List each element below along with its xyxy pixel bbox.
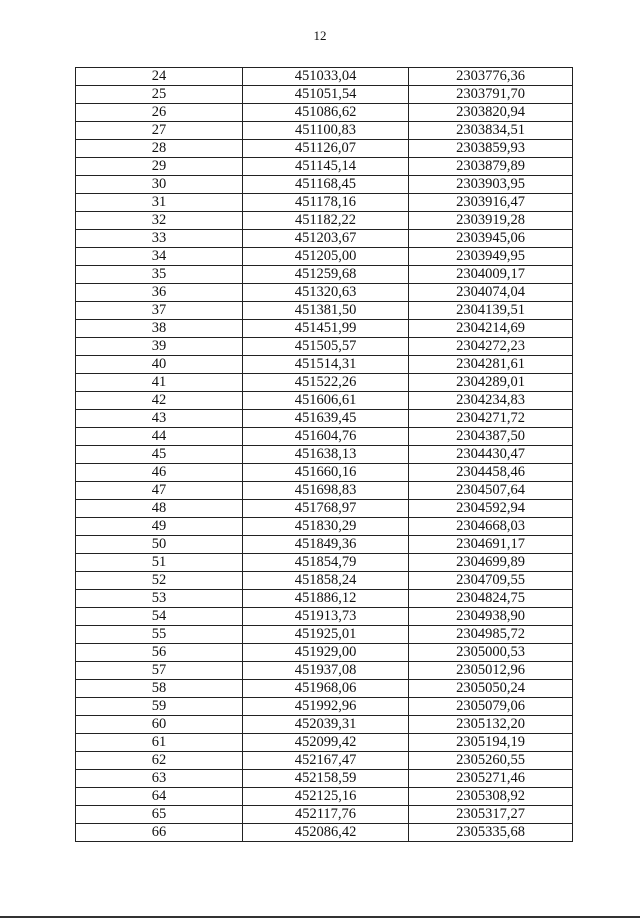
point-number-cell: 49 <box>76 518 243 536</box>
y-coordinate-cell: 2305271,46 <box>409 770 573 788</box>
x-coordinate-cell: 451913,73 <box>243 608 409 626</box>
table-row <box>76 518 573 536</box>
y-coordinate-cell: 2304272,23 <box>409 338 573 356</box>
table-row <box>76 752 573 770</box>
point-number-cell: 45 <box>76 446 243 464</box>
table-row <box>76 554 573 572</box>
x-coordinate-cell: 451858,24 <box>243 572 409 590</box>
table-row <box>76 428 573 446</box>
x-coordinate-cell: 451522,26 <box>243 374 409 392</box>
y-coordinate-cell: 2303791,70 <box>409 86 573 104</box>
x-coordinate-cell: 451639,45 <box>243 410 409 428</box>
x-coordinate-cell: 451854,79 <box>243 554 409 572</box>
y-coordinate-cell: 2305000,53 <box>409 644 573 662</box>
y-coordinate-cell: 2305194,19 <box>409 734 573 752</box>
y-coordinate-cell: 2303919,28 <box>409 212 573 230</box>
y-coordinate-cell: 2305079,06 <box>409 698 573 716</box>
point-number-cell: 47 <box>76 482 243 500</box>
table-row <box>76 644 573 662</box>
point-number-cell: 50 <box>76 536 243 554</box>
x-coordinate-cell: 451606,61 <box>243 392 409 410</box>
x-coordinate-cell: 451168,45 <box>243 176 409 194</box>
point-number-cell: 66 <box>76 824 243 842</box>
point-number-cell: 65 <box>76 806 243 824</box>
x-coordinate-cell: 451937,08 <box>243 662 409 680</box>
point-number-cell: 32 <box>76 212 243 230</box>
x-coordinate-cell: 452125,16 <box>243 788 409 806</box>
point-number-cell: 63 <box>76 770 243 788</box>
point-number-cell: 46 <box>76 464 243 482</box>
y-coordinate-cell: 2304430,47 <box>409 446 573 464</box>
table-row <box>76 266 573 284</box>
y-coordinate-cell: 2303949,95 <box>409 248 573 266</box>
table-row <box>76 716 573 734</box>
table-row <box>76 302 573 320</box>
table-row <box>76 104 573 122</box>
x-coordinate-cell: 451886,12 <box>243 590 409 608</box>
point-number-cell: 61 <box>76 734 243 752</box>
point-number-cell: 29 <box>76 158 243 176</box>
y-coordinate-cell: 2305317,27 <box>409 806 573 824</box>
x-coordinate-cell: 451505,57 <box>243 338 409 356</box>
point-number-cell: 31 <box>76 194 243 212</box>
y-coordinate-cell: 2304281,61 <box>409 356 573 374</box>
table-row <box>76 608 573 626</box>
point-number-cell: 30 <box>76 176 243 194</box>
table-row <box>76 248 573 266</box>
x-coordinate-cell: 451849,36 <box>243 536 409 554</box>
coordinates-table <box>75 67 573 842</box>
y-coordinate-cell: 2304985,72 <box>409 626 573 644</box>
point-number-cell: 38 <box>76 320 243 338</box>
x-coordinate-cell: 451660,16 <box>243 464 409 482</box>
point-number-cell: 60 <box>76 716 243 734</box>
table-row <box>76 788 573 806</box>
table-row <box>76 662 573 680</box>
x-coordinate-cell: 451203,67 <box>243 230 409 248</box>
point-number-cell: 39 <box>76 338 243 356</box>
table-row <box>76 320 573 338</box>
point-number-cell: 52 <box>76 572 243 590</box>
table-row <box>76 734 573 752</box>
y-coordinate-cell: 2303916,47 <box>409 194 573 212</box>
point-number-cell: 56 <box>76 644 243 662</box>
y-coordinate-cell: 2304387,50 <box>409 428 573 446</box>
table-row <box>76 824 573 842</box>
x-coordinate-cell: 451100,83 <box>243 122 409 140</box>
page-number: 12 <box>313 28 327 43</box>
y-coordinate-cell: 2304458,46 <box>409 464 573 482</box>
x-coordinate-cell: 451126,07 <box>243 140 409 158</box>
y-coordinate-cell: 2304824,75 <box>409 590 573 608</box>
point-number-cell: 25 <box>76 86 243 104</box>
coordinates-table-body <box>76 68 573 842</box>
point-number-cell: 27 <box>76 122 243 140</box>
y-coordinate-cell: 2303834,51 <box>409 122 573 140</box>
table-row <box>76 86 573 104</box>
table-row <box>76 500 573 518</box>
x-coordinate-cell: 451968,06 <box>243 680 409 698</box>
table-row <box>76 698 573 716</box>
x-coordinate-cell: 452117,76 <box>243 806 409 824</box>
x-coordinate-cell: 452039,31 <box>243 716 409 734</box>
y-coordinate-cell: 2304214,69 <box>409 320 573 338</box>
x-coordinate-cell: 451514,31 <box>243 356 409 374</box>
x-coordinate-cell: 451145,14 <box>243 158 409 176</box>
table-row <box>76 626 573 644</box>
point-number-cell: 57 <box>76 662 243 680</box>
point-number-cell: 33 <box>76 230 243 248</box>
table-row <box>76 158 573 176</box>
x-coordinate-cell: 451051,54 <box>243 86 409 104</box>
y-coordinate-cell: 2303879,89 <box>409 158 573 176</box>
x-coordinate-cell: 451205,00 <box>243 248 409 266</box>
x-coordinate-cell: 451768,97 <box>243 500 409 518</box>
y-coordinate-cell: 2304668,03 <box>409 518 573 536</box>
table-row <box>76 338 573 356</box>
y-coordinate-cell: 2304592,94 <box>409 500 573 518</box>
table-row <box>76 446 573 464</box>
point-number-cell: 41 <box>76 374 243 392</box>
y-coordinate-cell: 2304709,55 <box>409 572 573 590</box>
y-coordinate-cell: 2305260,55 <box>409 752 573 770</box>
point-number-cell: 34 <box>76 248 243 266</box>
y-coordinate-cell: 2305050,24 <box>409 680 573 698</box>
x-coordinate-cell: 451086,62 <box>243 104 409 122</box>
point-number-cell: 55 <box>76 626 243 644</box>
y-coordinate-cell: 2304289,01 <box>409 374 573 392</box>
point-number-cell: 35 <box>76 266 243 284</box>
x-coordinate-cell: 451925,01 <box>243 626 409 644</box>
x-coordinate-cell: 451604,76 <box>243 428 409 446</box>
point-number-cell: 53 <box>76 590 243 608</box>
x-coordinate-cell: 451381,50 <box>243 302 409 320</box>
y-coordinate-cell: 2304507,64 <box>409 482 573 500</box>
point-number-cell: 36 <box>76 284 243 302</box>
point-number-cell: 24 <box>76 68 243 86</box>
x-coordinate-cell: 451992,96 <box>243 698 409 716</box>
table-row <box>76 806 573 824</box>
x-coordinate-cell: 451182,22 <box>243 212 409 230</box>
x-coordinate-cell: 452158,59 <box>243 770 409 788</box>
table-row <box>76 392 573 410</box>
x-coordinate-cell: 452086,42 <box>243 824 409 842</box>
y-coordinate-cell: 2303859,93 <box>409 140 573 158</box>
x-coordinate-cell: 451451,99 <box>243 320 409 338</box>
y-coordinate-cell: 2304074,04 <box>409 284 573 302</box>
table-row <box>76 356 573 374</box>
table-row <box>76 590 573 608</box>
table-row <box>76 482 573 500</box>
point-number-cell: 40 <box>76 356 243 374</box>
table-row <box>76 284 573 302</box>
x-coordinate-cell: 451033,04 <box>243 68 409 86</box>
y-coordinate-cell: 2304234,83 <box>409 392 573 410</box>
point-number-cell: 37 <box>76 302 243 320</box>
table-row <box>76 176 573 194</box>
point-number-cell: 51 <box>76 554 243 572</box>
x-coordinate-cell: 452167,47 <box>243 752 409 770</box>
table-row <box>76 374 573 392</box>
y-coordinate-cell: 2304271,72 <box>409 410 573 428</box>
point-number-cell: 54 <box>76 608 243 626</box>
y-coordinate-cell: 2304139,51 <box>409 302 573 320</box>
y-coordinate-cell: 2304009,17 <box>409 266 573 284</box>
table-row <box>76 122 573 140</box>
point-number-cell: 43 <box>76 410 243 428</box>
y-coordinate-cell: 2305132,20 <box>409 716 573 734</box>
table-row <box>76 230 573 248</box>
y-coordinate-cell: 2303903,95 <box>409 176 573 194</box>
point-number-cell: 26 <box>76 104 243 122</box>
x-coordinate-cell: 451259,68 <box>243 266 409 284</box>
table-row <box>76 140 573 158</box>
x-coordinate-cell: 452099,42 <box>243 734 409 752</box>
table-row <box>76 770 573 788</box>
y-coordinate-cell: 2304691,17 <box>409 536 573 554</box>
y-coordinate-cell: 2305335,68 <box>409 824 573 842</box>
point-number-cell: 42 <box>76 392 243 410</box>
y-coordinate-cell: 2304938,90 <box>409 608 573 626</box>
x-coordinate-cell: 451178,16 <box>243 194 409 212</box>
point-number-cell: 62 <box>76 752 243 770</box>
y-coordinate-cell: 2305012,96 <box>409 662 573 680</box>
point-number-cell: 58 <box>76 680 243 698</box>
y-coordinate-cell: 2303945,06 <box>409 230 573 248</box>
y-coordinate-cell: 2305308,92 <box>409 788 573 806</box>
point-number-cell: 28 <box>76 140 243 158</box>
y-coordinate-cell: 2303776,36 <box>409 68 573 86</box>
x-coordinate-cell: 451698,83 <box>243 482 409 500</box>
point-number-cell: 59 <box>76 698 243 716</box>
y-coordinate-cell: 2303820,94 <box>409 104 573 122</box>
x-coordinate-cell: 451320,63 <box>243 284 409 302</box>
table-row <box>76 68 573 86</box>
table-row <box>76 572 573 590</box>
table-row <box>76 212 573 230</box>
x-coordinate-cell: 451929,00 <box>243 644 409 662</box>
y-coordinate-cell: 2304699,89 <box>409 554 573 572</box>
table-row <box>76 464 573 482</box>
table-row <box>76 194 573 212</box>
point-number-cell: 64 <box>76 788 243 806</box>
table-row <box>76 536 573 554</box>
table-row <box>76 680 573 698</box>
point-number-cell: 44 <box>76 428 243 446</box>
point-number-cell: 48 <box>76 500 243 518</box>
x-coordinate-cell: 451638,13 <box>243 446 409 464</box>
x-coordinate-cell: 451830,29 <box>243 518 409 536</box>
table-row <box>76 410 573 428</box>
